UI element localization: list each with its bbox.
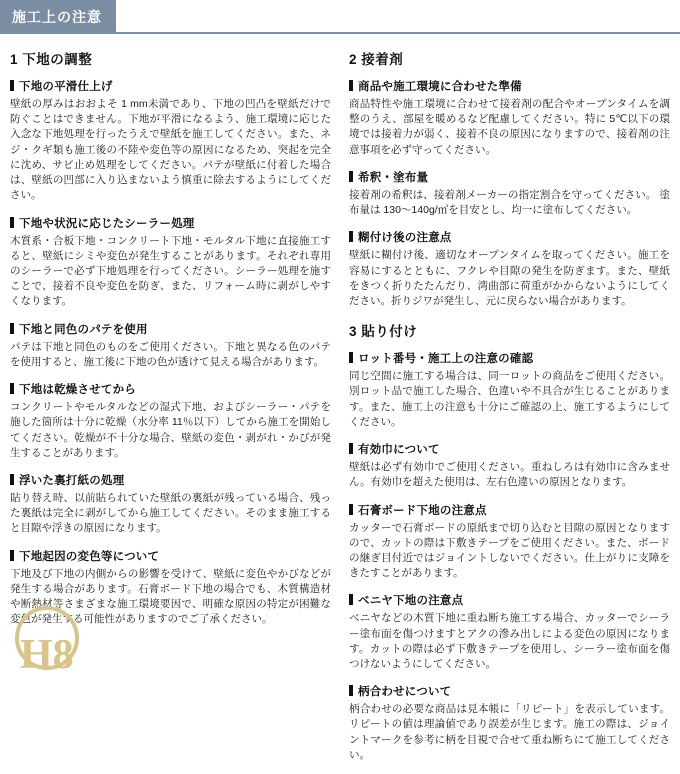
svg-text:H8: H8 [20, 632, 74, 676]
block-text: パテは下地と同色のものをご使用ください。下地と異なる色のパテを使用すると、施工後に下地の色が透けて見える場合があります。 [10, 340, 331, 368]
section-block [349, 683, 670, 763]
square-bullet-icon [349, 504, 353, 515]
block-title [349, 502, 670, 518]
block-text: カッターで石膏ボードの原紙まで切り込むと目隙の原因となりますので、カットの際は下敷きテープをご使用ください。また、ボードの継ぎ目付近ではジョイントしないでください。仕上がりに支障をきたすことがあります。 [349, 521, 670, 580]
block-text: ベニヤなどの木質下地に重ね断ち施工する場合、カッターでシーラー塗布面を傷つけますとアクの滲み出しによる変色の原因になります。カットの際は必ず下敷きテープを使用し、シーラー塗布面を傷つけないようにしてください。 [349, 612, 670, 671]
section-block [10, 215, 331, 310]
square-bullet-icon [349, 80, 353, 91]
section-block [10, 381, 331, 461]
column-right [349, 48, 670, 774]
section-block [349, 441, 670, 490]
block-title-text: 下地や状況に応じたシーラー処理 [19, 217, 195, 230]
block-title-text: 下地と同色のパテを使用 [19, 323, 148, 336]
section-heading-3: 3 貼り付け [349, 324, 418, 340]
block-text: 壁紙に糊付け後、適切なオープンタイムを取ってください。施工を容易にするとともに、フクレや目隙の発生を防ぎます。また、壁紙をきつく折りたたんだり、湾曲部に荷重がかからないようにしてください。折りジワが発生し、元に戻らない場合があります。 [349, 249, 670, 307]
square-bullet-icon [10, 80, 14, 91]
block-title [349, 169, 670, 185]
square-bullet-icon [349, 685, 353, 696]
square-bullet-icon [10, 383, 14, 394]
block-title-text: 柄合わせについて [358, 686, 452, 699]
block-text: 壁紙は必ず有効巾でご使用ください。重ねしろは有効巾に含みません。有効巾を超えた使用は、左右色違いの原因となります。 [349, 461, 670, 489]
block-text: 下地及び下地の内側からの影響を受けて、壁紙に変色やかびなどが発生する場合があります。石膏ボード下地の場合でも、木質構造材や断熱材等さまざまな施工環境要因で、明確な原因の特定が困難な変色が発生する可能性がありますのでご了承ください。 [10, 567, 331, 626]
block-title-text: ロット番号・施工上の注意の確認 [358, 353, 534, 366]
block-title [349, 441, 670, 457]
section-heading-2: 2 接着剤 [349, 52, 404, 67]
block-text: 柄合わせの必要な商品は見本帳に「リピート」を表示しています。 リピートの値は理論値であり誤差が生じます。施工の際は、ジョイントマークを参考に柄を目視で合せて重ね断ちにて施工してください。 [349, 703, 670, 761]
section-block [349, 229, 670, 309]
block-title [349, 78, 670, 94]
square-bullet-icon [349, 443, 353, 454]
square-bullet-icon [10, 474, 14, 485]
block-title-text: 商品や施工環境に合わせた準備 [358, 81, 522, 93]
block-title-text: 有効巾について [358, 444, 440, 457]
block-text: 商品特性や施工環境に合わせて接着剤の配合やオープンタイムを調整のうえ、部屋を暖めるなど配慮してください。特に 5℃以下の環境では接着力が弱く、接着不良の原因になりますので、接着剤の注意事項を必ず守ってください。 [349, 98, 670, 156]
block-text: 貼り替え時、以前貼られていた壁紙の裏紙が残っている場合、残った裏紙は完全に剥がしてから施工してください。そのまま施工すると目隙や浮きの原因になります。 [10, 491, 331, 535]
block-title [10, 78, 331, 94]
block-title-text: ベニヤ下地の注意点 [358, 595, 464, 608]
section-heading-1: 1 下地の調整 [10, 52, 93, 67]
section-block [10, 78, 331, 204]
square-bullet-icon [349, 352, 353, 363]
column-left [10, 48, 331, 774]
block-title-text: 石膏ボード下地の注意点 [358, 504, 487, 517]
square-bullet-icon [349, 594, 353, 605]
block-text: 木質系・合板下地・コンクリート下地・モルタル下地に直接施工すると、壁紙にシミや変色が発生することがあります。それぞれ専用のシーラーで必ず下地処理を行ってください。シーラー処理を施すことで、接着不良や変色を防ぎ、また、リフォーム時に剥がしやすくなります。 [10, 234, 331, 308]
block-title-text: 希釈・塗布量 [358, 171, 429, 184]
section-block [10, 548, 331, 628]
section-block [349, 592, 670, 672]
block-title-text: 浮いた裏打紙の処理 [19, 474, 125, 487]
block-title [349, 229, 670, 245]
section-block [349, 502, 670, 582]
block-title-text: 糊付け後の注意点 [358, 232, 452, 245]
square-bullet-icon [10, 217, 14, 228]
block-title [349, 592, 670, 608]
content-columns [0, 34, 680, 774]
block-title-text: 下地は乾燥させてから [19, 384, 136, 397]
block-text: 接着剤の希釈は、接着剤メーカーの指定割合を守ってください。 塗布量は 130～140g/㎡を目安とし、均一に塗布してください。 [349, 188, 670, 217]
block-title-text: 下地の平滑仕上げ [19, 81, 113, 93]
page-title: 施工上の注意 [0, 0, 116, 34]
block-text: 同じ空間に施工する場合は、同一ロットの商品をご使用ください。別ロット品で施工した場合、色違いや不具合が生じることがあります。また、施工上の注意も十分にご確認の上、施工するようにしてください。 [349, 370, 670, 428]
block-title [10, 472, 331, 488]
section-block [349, 78, 670, 158]
block-title [349, 683, 670, 699]
square-bullet-icon [10, 323, 14, 334]
block-title [10, 548, 331, 564]
block-text: 壁紙の厚みはおおよそ 1 mm未満であり、下地の凹凸を壁紙だけで防ぐことはできません。下地が平滑になるよう、施工環境に応じた入念な下地処理を行ったうえで壁紙を施工してください。また、ネジ・クギ類も施工後の不陸や変色等の原因になるため、突起を完全に沈め、サビ止め処理をしてください。パテが壁紙に付着した場合は、壁紙の凹部に入り込まないよう慎重に除去するようにしてください。 [10, 98, 331, 202]
header-divider-rule [116, 0, 680, 34]
square-bullet-icon [10, 550, 14, 561]
square-bullet-icon [349, 171, 353, 182]
section-block [10, 321, 331, 370]
square-bullet-icon [349, 231, 353, 242]
block-title [10, 215, 331, 231]
section-block [10, 472, 331, 537]
section-block [349, 169, 670, 218]
page-header [0, 0, 680, 34]
block-title [10, 381, 331, 397]
block-title-text: 下地起因の変色等について [19, 550, 160, 563]
block-title [349, 350, 670, 366]
section-block [349, 350, 670, 430]
block-text: コンクリートやモルタルなどの湿式下地、およびシーラー・パテを施した箇所は十分に乾燥（水分率 11％以下）してから施工を開始してください。乾燥が不十分な場合、壁紙の変色・剥がれ・かびが発生することがあります。 [10, 401, 331, 459]
block-title [10, 321, 331, 337]
